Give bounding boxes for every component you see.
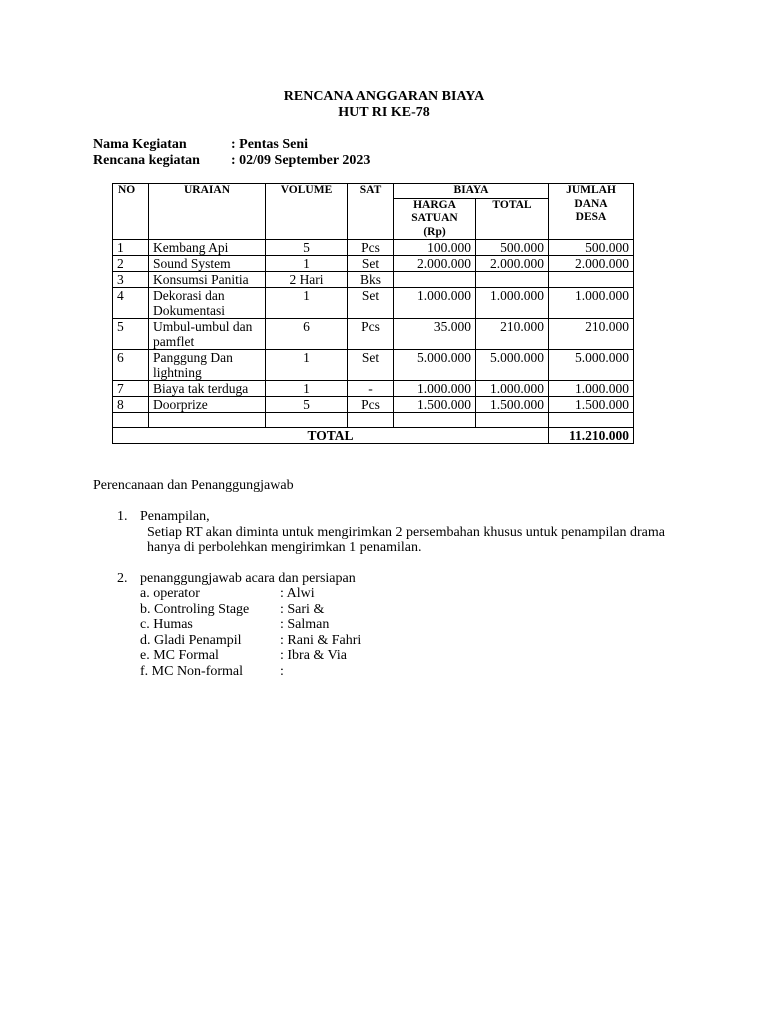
- cell-total: [476, 272, 549, 288]
- table-row: [113, 288, 634, 319]
- cell-no: 2: [113, 256, 149, 272]
- section-heading: Perencanaan dan Penanggungjawab: [93, 478, 294, 493]
- table-row: [113, 256, 634, 272]
- total-value: 11.210.000: [549, 428, 634, 444]
- cell-sat: -: [348, 381, 394, 397]
- cell-harga-satuan: 100.000: [394, 240, 476, 256]
- table-row-blank: [113, 413, 634, 428]
- cell-jumlah: [549, 272, 634, 288]
- role-person: :: [280, 663, 284, 679]
- role-name: c. Humas: [140, 617, 193, 632]
- item2-title: penanggungjawab acara dan persiapan: [140, 571, 356, 586]
- role-person: : Ibra & Via: [280, 648, 347, 663]
- cell-uraian: Doorprize: [149, 397, 266, 413]
- cell-harga-satuan: 35.000: [394, 319, 476, 350]
- activity-name-line: [93, 137, 308, 153]
- cell-no: 7: [113, 381, 149, 397]
- table-row: [113, 381, 634, 397]
- role-item: [140, 586, 361, 602]
- cell-volume: 1: [266, 350, 348, 381]
- table-row: [113, 240, 634, 256]
- cell-sat: Set: [348, 350, 394, 381]
- cell-no: 6: [113, 350, 149, 381]
- role-item: [140, 617, 361, 633]
- cell-uraian: Dekorasi dan Dokumentasi: [149, 288, 266, 319]
- cell-volume: 1: [266, 256, 348, 272]
- cell-total: 500.000: [476, 240, 549, 256]
- cell-jumlah: 2.000.000: [549, 256, 634, 272]
- cell-jumlah: 1.000.000: [549, 288, 634, 319]
- cell-total: 1.500.000: [476, 397, 549, 413]
- cell-harga-satuan: 1.500.000: [394, 397, 476, 413]
- cell-volume: 5: [266, 397, 348, 413]
- cell-jumlah: 210.000: [549, 319, 634, 350]
- item1-number: 1.: [117, 509, 128, 524]
- item1-title: Penampilan,: [140, 509, 210, 524]
- table-row: [113, 272, 634, 288]
- role-name: b. Controling Stage: [140, 601, 250, 617]
- cell-uraian: Umbul-umbul dan pamflet: [149, 319, 266, 350]
- role-person: : Salman: [280, 617, 330, 632]
- cell-volume: 2 Hari: [266, 272, 348, 288]
- cell-sat: Pcs: [348, 397, 394, 413]
- cell-sat: Pcs: [348, 240, 394, 256]
- cell-volume: 1: [266, 381, 348, 397]
- col-header-no: NO: [113, 184, 149, 240]
- cell-total: 2.000.000: [476, 256, 549, 272]
- cell-no: 1: [113, 240, 149, 256]
- role-item: [140, 664, 361, 680]
- col-header-harga-satuan: HARGA SATUAN (Rp): [394, 198, 476, 240]
- role-person: : Sari &: [280, 601, 325, 617]
- table-total-row: [113, 428, 634, 444]
- table-row: [113, 350, 634, 381]
- cell-uraian: Konsumsi Panitia: [149, 272, 266, 288]
- cell-jumlah: 1.500.000: [549, 397, 634, 413]
- cell-total: 5.000.000: [476, 350, 549, 381]
- cell-uraian: Kembang Api: [149, 240, 266, 256]
- cell-jumlah: 500.000: [549, 240, 634, 256]
- col-header-sat: SAT: [348, 184, 394, 240]
- total-label: TOTAL: [113, 428, 549, 444]
- item2-number: 2.: [117, 571, 128, 586]
- cell-uraian: Sound System: [149, 256, 266, 272]
- role-item: [140, 633, 361, 649]
- cell-total: 1.000.000: [476, 381, 549, 397]
- col-header-jumlah: JUMLAH DANA DESA: [549, 184, 634, 240]
- col-header-volume: VOLUME: [266, 184, 348, 240]
- role-name: e. MC Formal: [140, 648, 219, 663]
- budget-table: [112, 183, 634, 444]
- table-row: [113, 397, 634, 413]
- document-title: RENCANA ANGGARAN BIAYA: [283, 89, 485, 104]
- cell-harga-satuan: 2.000.000: [394, 256, 476, 272]
- role-name: f. MC Non-formal: [140, 663, 244, 679]
- role-item: [140, 602, 361, 618]
- table-row: [113, 319, 634, 350]
- item1-line2: hanya di perbolehkan mengirimkan 1 penamilan.: [147, 540, 422, 555]
- cell-sat: Set: [348, 256, 394, 272]
- table-header-row: [113, 184, 634, 199]
- cell-volume: 1: [266, 288, 348, 319]
- cell-jumlah: 5.000.000: [549, 350, 634, 381]
- cell-uraian: Panggung Dan lightning: [149, 350, 266, 381]
- cell-jumlah: 1.000.000: [549, 381, 634, 397]
- roles-list: [140, 586, 361, 679]
- cell-harga-satuan: [394, 272, 476, 288]
- cell-sat: Pcs: [348, 319, 394, 350]
- item1-line1: Setiap RT akan diminta untuk mengirimkan 2 persembahan khusus untuk penampilan drama: [147, 525, 665, 540]
- role-person: : Alwi: [280, 586, 315, 601]
- col-header-uraian: URAIAN: [149, 184, 266, 240]
- role-name: a. operator: [140, 586, 200, 601]
- document-subtitle: HUT RI KE-78: [338, 105, 430, 120]
- cell-no: 5: [113, 319, 149, 350]
- cell-no: 8: [113, 397, 149, 413]
- cell-harga-satuan: 5.000.000: [394, 350, 476, 381]
- cell-no: 4: [113, 288, 149, 319]
- activity-plan-line: [93, 153, 370, 169]
- cell-harga-satuan: 1.000.000: [394, 288, 476, 319]
- cell-volume: 5: [266, 240, 348, 256]
- col-header-biaya: BIAYA: [394, 184, 549, 199]
- role-person: : Rani & Fahri: [280, 632, 362, 648]
- activity-name-value: : Pentas Seni: [231, 137, 308, 152]
- activity-plan-label: Rencana kegiatan: [93, 153, 200, 168]
- cell-no: 3: [113, 272, 149, 288]
- cell-volume: 6: [266, 319, 348, 350]
- cell-sat: Set: [348, 288, 394, 319]
- cell-sat: Bks: [348, 272, 394, 288]
- activity-name-label: Nama Kegiatan: [93, 137, 187, 152]
- activity-plan-value: : 02/09 September 2023: [231, 153, 371, 168]
- cell-harga-satuan: 1.000.000: [394, 381, 476, 397]
- cell-total: 210.000: [476, 319, 549, 350]
- role-item: [140, 648, 361, 664]
- cell-total: 1.000.000: [476, 288, 549, 319]
- role-name: d. Gladi Penampil: [140, 632, 242, 648]
- cell-uraian: Biaya tak terduga: [149, 381, 266, 397]
- col-header-total: TOTAL: [476, 198, 549, 240]
